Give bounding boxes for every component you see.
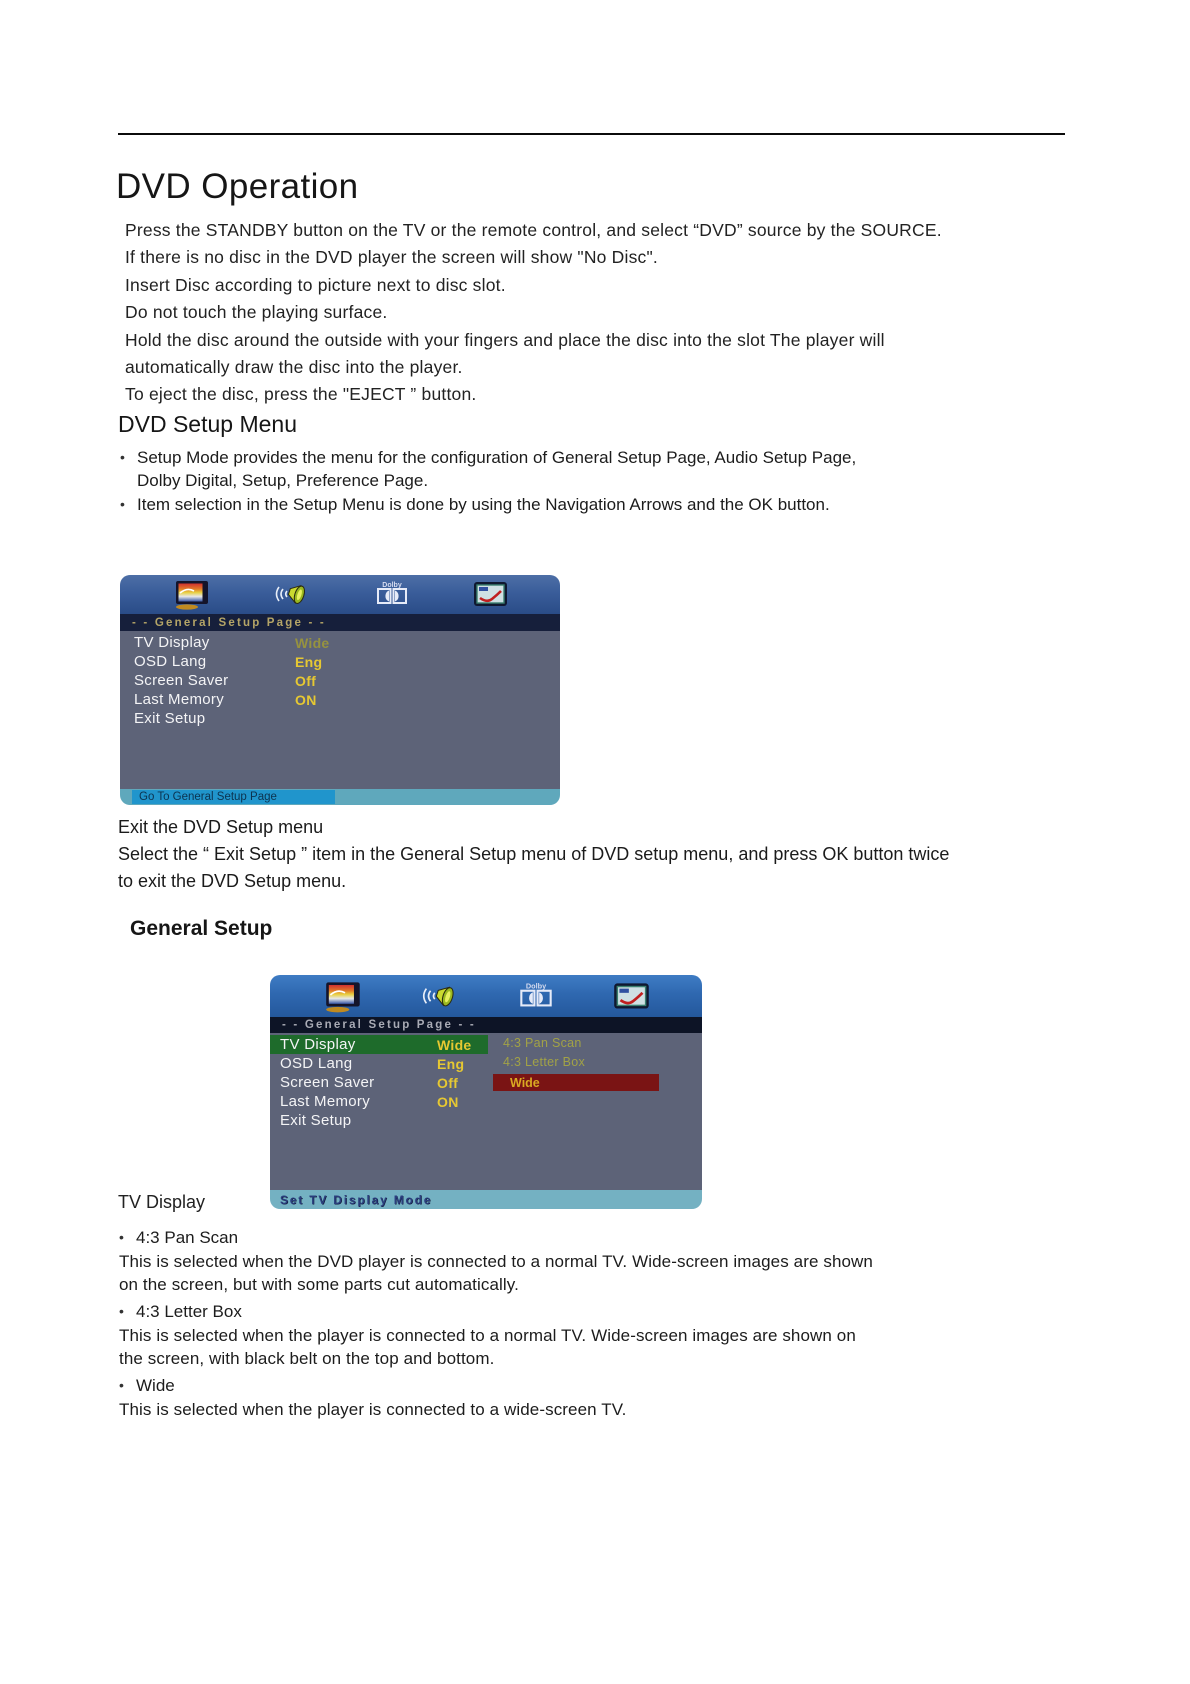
option-bullet: [119, 1228, 1069, 1248]
osd-menu-value: Off: [295, 672, 317, 689]
osd-status-text: Go To General Setup Page: [132, 790, 335, 804]
osd-menu-body: [120, 631, 560, 789]
osd-menu-label: TV Display: [134, 634, 210, 651]
option-description-line: This is selected when the DVD player is connected to a normal TV. Wide-screen images are shown: [119, 1252, 873, 1271]
osd-menu-label: OSD Lang: [280, 1055, 353, 1072]
osd-menu-label: TV Display: [280, 1036, 356, 1053]
osd-icon-bar: [120, 575, 560, 614]
intro-line: Insert Disc according to picture next to disc slot.: [125, 274, 506, 295]
osd-menu-label: Last Memory: [280, 1093, 370, 1110]
bullet-glyph: •: [120, 496, 125, 512]
osd-status-bar: [120, 789, 560, 805]
intro-paragraph: [125, 217, 942, 409]
intro-line: Press the STANDBY button on the TV or the remote control, and select “DVD” source by the SOURCE.: [125, 220, 942, 240]
dolby-digital-icon: [371, 579, 413, 610]
osd-menu-row: [120, 633, 560, 652]
osd-menu-row-selected: [270, 1035, 488, 1054]
option-description-line: This is selected when the player is connected to a normal TV. Wide-screen images are shown on: [119, 1326, 856, 1345]
osd-menu-label: Screen Saver: [280, 1074, 375, 1091]
osd-status-text: Set TV Display Mode: [280, 1192, 433, 1207]
bullet-glyph: •: [119, 1377, 124, 1393]
option-bullet: [119, 1376, 1069, 1396]
osd-option-selected: [493, 1074, 659, 1091]
osd-menu-row: [270, 1111, 488, 1130]
osd-option-selected-label: Wide: [510, 1075, 540, 1090]
osd-menu-row: [120, 709, 560, 728]
tv-display-icon: [322, 980, 366, 1013]
section-heading-dvd-setup-menu: DVD Setup Menu: [118, 411, 297, 437]
option-description-line: the screen, with black belt on the top and bottom.: [119, 1349, 495, 1368]
dolby-label: Dolby: [525, 981, 547, 991]
osd-menu-value: Wide: [437, 1036, 472, 1053]
tv-display-options-section: [119, 1222, 1069, 1421]
osd-menu-label: Screen Saver: [134, 672, 229, 689]
intro-line: Do not touch the playing surface.: [125, 302, 388, 323]
osd-menu-body: [270, 1033, 702, 1190]
osd-status-bar: [270, 1190, 702, 1209]
osd-page-title-band: [270, 1017, 702, 1033]
tv-display-label: TV Display: [118, 1192, 206, 1212]
bullet-line: Setup Mode provides the menu for the configuration of General Setup Page, Audio Setup Page,: [137, 448, 857, 467]
bullet-glyph: •: [120, 449, 125, 465]
audio-speaker-icon: [271, 579, 313, 610]
osd-page-title-band: [120, 614, 560, 631]
dvd-osd-screenshot-2: [270, 975, 702, 1209]
bullet-item: [120, 447, 856, 492]
osd-menu-row: [120, 652, 560, 671]
dolby-label: Dolby: [381, 582, 402, 589]
osd-menu-value: ON: [295, 691, 317, 708]
intro-line: automatically draw the disc into the player.: [125, 357, 463, 378]
intro-line: Hold the disc around the outside with your fingers and place the disc into the slot The player will: [125, 329, 885, 350]
bullet-item: [120, 494, 856, 517]
exit-setup-heading: Exit the DVD Setup menu: [118, 817, 324, 837]
option-name: 4:3 Pan Scan: [136, 1228, 239, 1247]
osd-menu-label: Last Memory: [134, 691, 224, 708]
osd-menu-row: [120, 671, 560, 690]
osd-menu-row: [270, 1092, 488, 1111]
osd-menu-label: Exit Setup: [134, 710, 206, 727]
section-heading-general-setup: General Setup: [130, 917, 273, 940]
header-rule: [118, 133, 1065, 135]
osd-menu-value: Eng: [295, 653, 323, 670]
osd-option: 4:3 Pan Scan: [503, 1036, 582, 1050]
exit-setup-line: Select the “ Exit Setup ” item in the General Setup menu of DVD setup menu, and press OK button twice: [118, 843, 950, 864]
dolby-digital-icon: [514, 980, 558, 1013]
dvd-osd-screenshot-1: [120, 575, 560, 805]
option-description-line: This is selected when the player is connected to a wide-screen TV.: [119, 1400, 627, 1419]
intro-line: If there is no disc in the DVD player the screen will show "No Disc".: [125, 247, 658, 268]
audio-speaker-icon: [418, 980, 462, 1013]
exit-setup-section: [118, 814, 949, 894]
osd-menu-row: [120, 690, 560, 709]
bullet-line: Dolby Digital, Setup, Preference Page.: [137, 470, 429, 490]
osd-menu-label: Exit Setup: [280, 1112, 352, 1129]
osd-menu-value: Off: [437, 1074, 459, 1091]
option-name: Wide: [136, 1376, 175, 1395]
dvd-setup-menu-bullets: [120, 447, 856, 517]
option-name: 4:3 Letter Box: [136, 1302, 242, 1321]
osd-menu-value: Wide: [295, 634, 330, 651]
preference-screen-icon: [470, 579, 512, 610]
option-description-line: on the screen, but with some parts cut automatically.: [119, 1275, 519, 1294]
intro-line: To eject the disc, press the "EJECT ” button.: [125, 384, 477, 405]
osd-page-title: - - General Setup Page - -: [132, 616, 326, 629]
tv-display-icon: [172, 579, 214, 610]
osd-page-title: - - General Setup Page - -: [282, 1019, 476, 1031]
osd-menu-label: OSD Lang: [134, 653, 207, 670]
exit-setup-line: to exit the DVD Setup menu.: [118, 870, 347, 891]
bullet-line: Item selection in the Setup Menu is done by using the Navigation Arrows and the OK button.: [137, 495, 830, 514]
osd-menu-row: [270, 1054, 488, 1073]
bullet-glyph: •: [119, 1229, 124, 1245]
osd-option: 4:3 Letter Box: [503, 1055, 586, 1069]
osd-menu-value: Eng: [437, 1055, 465, 1072]
osd-icon-bar: [270, 975, 702, 1017]
bullet-glyph: •: [119, 1303, 124, 1319]
page-title: DVD Operation: [116, 167, 359, 206]
option-bullet: [119, 1302, 1069, 1322]
osd-menu-value: ON: [437, 1093, 459, 1110]
osd-menu-row: [270, 1073, 488, 1092]
preference-screen-icon: [610, 980, 654, 1013]
